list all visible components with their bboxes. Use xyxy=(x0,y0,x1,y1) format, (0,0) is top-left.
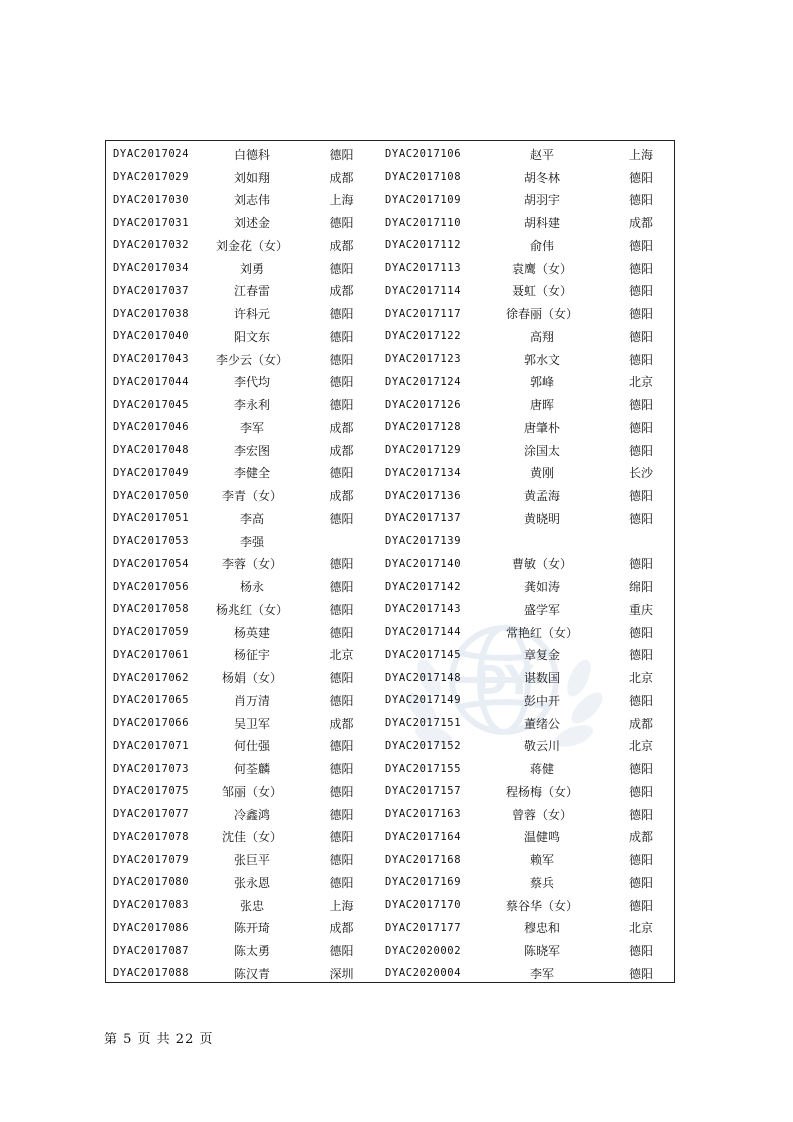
member-code: DYAC2017051 xyxy=(113,512,190,525)
member-city: 北京 xyxy=(628,739,653,754)
member-name: 刘金花（女） xyxy=(215,238,288,253)
table-row xyxy=(106,143,674,166)
member-name: 曾蓉（女） xyxy=(511,807,572,822)
member-city: 上海 xyxy=(329,898,354,913)
table-row xyxy=(106,257,674,280)
table-row xyxy=(106,507,674,530)
member-code: DYAC2017124 xyxy=(385,375,462,388)
member-code: DYAC2017113 xyxy=(385,262,462,275)
member-city: 上海 xyxy=(628,147,653,162)
member-city: 成都 xyxy=(628,716,653,731)
member-code: DYAC2017114 xyxy=(385,284,462,297)
member-city: 德阳 xyxy=(329,693,354,708)
member-city: 德阳 xyxy=(628,307,653,322)
member-name: 李代均 xyxy=(233,375,270,390)
member-code: DYAC2020002 xyxy=(385,944,462,957)
member-name: 江春雷 xyxy=(233,284,270,299)
member-city: 长沙 xyxy=(628,466,653,481)
member-city: 德阳 xyxy=(329,875,354,890)
table-row xyxy=(106,689,674,712)
member-name: 唐肇朴 xyxy=(523,420,560,435)
member-code: DYAC2017152 xyxy=(385,739,462,752)
table-row xyxy=(106,234,674,257)
member-city: 德阳 xyxy=(628,511,653,526)
page-number-footer: 第 5 页 共 22 页 xyxy=(104,1032,214,1047)
member-city: 德阳 xyxy=(628,261,653,276)
table-row xyxy=(106,757,674,780)
member-city: 德阳 xyxy=(628,966,653,981)
member-name: 俞伟 xyxy=(529,238,554,253)
member-city: 德阳 xyxy=(628,875,653,890)
table-row xyxy=(106,621,674,644)
member-code: DYAC2017126 xyxy=(385,398,462,411)
member-code: DYAC2017177 xyxy=(385,921,462,934)
member-name: 杨永 xyxy=(239,580,264,595)
member-code: DYAC2017144 xyxy=(385,626,462,639)
member-code: DYAC2017049 xyxy=(113,466,190,479)
member-code: DYAC2017031 xyxy=(113,216,190,229)
member-city: 德阳 xyxy=(329,375,354,390)
member-name: 温健鸣 xyxy=(523,830,560,845)
member-name: 蔡谷华（女） xyxy=(505,898,578,913)
member-city: 德阳 xyxy=(628,898,653,913)
member-city: 德阳 xyxy=(329,853,354,868)
member-city: 德阳 xyxy=(329,602,354,617)
member-code: DYAC2017149 xyxy=(385,694,462,707)
member-code: DYAC2017079 xyxy=(113,853,190,866)
table-row xyxy=(106,598,674,621)
member-city: 德阳 xyxy=(329,944,354,959)
member-city: 上海 xyxy=(329,193,354,208)
member-city: 成都 xyxy=(329,420,354,435)
member-city: 德阳 xyxy=(329,511,354,526)
watermark-text: DY xyxy=(474,658,534,704)
table-row xyxy=(106,371,674,394)
member-city: 德阳 xyxy=(628,352,653,367)
member-code: DYAC2017112 xyxy=(385,239,462,252)
member-code: DYAC2017169 xyxy=(385,876,462,889)
table-row xyxy=(106,462,674,485)
member-name: 彭中开 xyxy=(523,693,560,708)
member-city: 北京 xyxy=(329,648,354,663)
member-city: 成都 xyxy=(329,238,354,253)
member-code: DYAC2017134 xyxy=(385,466,462,479)
member-city: 绵阳 xyxy=(628,580,653,595)
table-row xyxy=(106,917,674,940)
member-city: 德阳 xyxy=(628,329,653,344)
member-city: 德阳 xyxy=(628,853,653,868)
member-code: DYAC2017050 xyxy=(113,489,190,502)
member-name: 张巨平 xyxy=(233,853,270,868)
member-code: DYAC2017059 xyxy=(113,626,190,639)
member-city: 德阳 xyxy=(628,489,653,504)
member-name: 杨娟（女） xyxy=(221,671,282,686)
table-row xyxy=(106,735,674,758)
member-name: 郭水文 xyxy=(523,352,560,367)
table-row xyxy=(106,348,674,371)
member-name: 穆忠和 xyxy=(523,921,560,936)
member-code: DYAC2017080 xyxy=(113,876,190,889)
member-city: 德阳 xyxy=(628,557,653,572)
member-name: 章复金 xyxy=(523,648,560,663)
table-row xyxy=(106,325,674,348)
member-code: DYAC2017139 xyxy=(385,535,462,548)
member-code: DYAC2017087 xyxy=(113,944,190,957)
member-city: 北京 xyxy=(628,375,653,390)
table-row xyxy=(106,211,674,234)
member-name: 吴卫军 xyxy=(233,716,270,731)
member-name: 盛学军 xyxy=(523,602,560,617)
member-city: 德阳 xyxy=(329,830,354,845)
table-row xyxy=(106,302,674,325)
member-city: 北京 xyxy=(628,671,653,686)
member-name: 李永利 xyxy=(233,398,270,413)
member-code: DYAC2017048 xyxy=(113,444,190,457)
member-code: DYAC2017037 xyxy=(113,284,190,297)
member-name: 蔡兵 xyxy=(529,875,554,890)
member-code: DYAC2017143 xyxy=(385,603,462,616)
member-name: 何荃麟 xyxy=(233,762,270,777)
member-name: 李军 xyxy=(239,420,264,435)
member-name: 陈开琦 xyxy=(233,921,270,936)
member-code: DYAC2017024 xyxy=(113,148,190,161)
member-name: 张忠 xyxy=(239,898,264,913)
table-row xyxy=(106,939,674,962)
member-city: 德阳 xyxy=(329,147,354,162)
member-name: 黄晓明 xyxy=(523,511,560,526)
member-name: 谌数国 xyxy=(523,671,560,686)
member-name: 沈佳（女） xyxy=(221,830,282,845)
member-city: 德阳 xyxy=(329,352,354,367)
member-name: 胡科建 xyxy=(523,216,560,231)
member-code: DYAC2017142 xyxy=(385,580,462,593)
member-name: 常艳红（女） xyxy=(505,625,578,640)
member-city: 北京 xyxy=(628,921,653,936)
member-city: 德阳 xyxy=(628,944,653,959)
member-name xyxy=(476,530,608,553)
member-name: 李宏图 xyxy=(233,443,270,458)
member-code: DYAC2017073 xyxy=(113,762,190,775)
member-name: 胡羽宇 xyxy=(523,193,560,208)
member-name: 李少云（女） xyxy=(215,352,288,367)
table-row xyxy=(106,189,674,212)
member-code: DYAC2017106 xyxy=(385,148,462,161)
member-city: 成都 xyxy=(329,489,354,504)
member-name: 杨兆红（女） xyxy=(215,602,288,617)
member-code: DYAC2017040 xyxy=(113,330,190,343)
member-name: 陈晓军 xyxy=(523,944,560,959)
member-code: DYAC2017046 xyxy=(113,421,190,434)
member-code: DYAC2017062 xyxy=(113,671,190,684)
member-city: 成都 xyxy=(329,170,354,185)
member-name: 涂国太 xyxy=(523,443,560,458)
table-row xyxy=(106,962,674,985)
member-code: DYAC2017151 xyxy=(385,717,462,730)
member-name: 李健全 xyxy=(233,466,270,481)
table-row xyxy=(106,780,674,803)
member-code: DYAC2017157 xyxy=(385,785,462,798)
member-city: 成都 xyxy=(329,443,354,458)
member-city xyxy=(306,530,377,553)
member-city: 德阳 xyxy=(329,807,354,822)
member-city: 德阳 xyxy=(628,284,653,299)
member-city: 德阳 xyxy=(628,443,653,458)
member-name: 李强 xyxy=(239,534,264,549)
member-table xyxy=(106,143,674,985)
member-code: DYAC2017122 xyxy=(385,330,462,343)
member-city: 德阳 xyxy=(329,329,354,344)
table-row xyxy=(106,553,674,576)
member-code: DYAC2017128 xyxy=(385,421,462,434)
member-code: DYAC2017170 xyxy=(385,899,462,912)
member-city: 德阳 xyxy=(628,398,653,413)
member-city: 德阳 xyxy=(628,784,653,799)
member-code: DYAC2017163 xyxy=(385,808,462,821)
member-city: 德阳 xyxy=(329,261,354,276)
member-name: 聂虹（女） xyxy=(511,284,572,299)
member-name: 郭峰 xyxy=(529,375,554,390)
member-name: 曹敏（女） xyxy=(511,557,572,572)
member-city: 深圳 xyxy=(329,966,354,981)
member-name: 赖军 xyxy=(529,853,554,868)
table-row xyxy=(106,530,674,553)
member-city: 成都 xyxy=(628,216,653,231)
member-name: 袁鹰（女） xyxy=(511,261,572,276)
member-code: DYAC2017066 xyxy=(113,717,190,730)
member-name: 刘勇 xyxy=(239,261,264,276)
member-name: 敬云川 xyxy=(523,739,560,754)
table-row xyxy=(106,575,674,598)
member-name: 唐晖 xyxy=(529,398,554,413)
member-name: 许科元 xyxy=(233,307,270,322)
member-city: 德阳 xyxy=(329,784,354,799)
member-name: 蒋健 xyxy=(529,762,554,777)
member-name: 董绪公 xyxy=(523,716,560,731)
member-code: DYAC2017129 xyxy=(385,444,462,457)
member-code: DYAC2017137 xyxy=(385,512,462,525)
member-code: DYAC2017117 xyxy=(385,307,462,320)
table-row xyxy=(106,803,674,826)
member-name: 李蓉（女） xyxy=(221,557,282,572)
member-code: DYAC2020004 xyxy=(385,967,462,980)
member-city: 德阳 xyxy=(329,580,354,595)
member-code: DYAC2017034 xyxy=(113,262,190,275)
member-code: DYAC2017058 xyxy=(113,603,190,616)
member-city: 成都 xyxy=(329,716,354,731)
table-row xyxy=(106,484,674,507)
member-city: 德阳 xyxy=(628,693,653,708)
member-name: 龚如涛 xyxy=(523,580,560,595)
table-row xyxy=(106,280,674,303)
table-row xyxy=(106,439,674,462)
member-city: 德阳 xyxy=(628,238,653,253)
member-code: DYAC2017083 xyxy=(113,899,190,912)
member-city: 德阳 xyxy=(329,671,354,686)
member-code: DYAC2017164 xyxy=(385,830,462,843)
member-name: 张永恩 xyxy=(233,875,270,890)
member-code: DYAC2017071 xyxy=(113,739,190,752)
member-city: 成都 xyxy=(628,830,653,845)
member-code: DYAC2017038 xyxy=(113,307,190,320)
table-row xyxy=(106,416,674,439)
member-code: DYAC2017045 xyxy=(113,398,190,411)
member-city: 德阳 xyxy=(628,170,653,185)
member-code: DYAC2017110 xyxy=(385,216,462,229)
member-city: 成都 xyxy=(329,284,354,299)
member-name: 黄刚 xyxy=(529,466,554,481)
member-name: 阳文东 xyxy=(233,329,270,344)
member-city: 德阳 xyxy=(329,762,354,777)
member-name: 杨英建 xyxy=(233,625,270,640)
member-code: DYAC2017109 xyxy=(385,193,462,206)
member-name: 白德科 xyxy=(233,147,270,162)
member-code: DYAC2017145 xyxy=(385,648,462,661)
member-name: 刘如翔 xyxy=(233,170,270,185)
member-code: DYAC2017053 xyxy=(113,535,190,548)
table-row xyxy=(106,712,674,735)
member-code: DYAC2017168 xyxy=(385,853,462,866)
member-code: DYAC2017061 xyxy=(113,648,190,661)
member-city: 德阳 xyxy=(329,398,354,413)
member-name: 李青（女） xyxy=(221,489,282,504)
table-row xyxy=(106,666,674,689)
member-name: 徐春丽（女） xyxy=(505,307,578,322)
member-city: 德阳 xyxy=(628,420,653,435)
member-city xyxy=(608,530,674,553)
member-name: 陈汉青 xyxy=(233,966,270,981)
member-code: DYAC2017056 xyxy=(113,580,190,593)
member-code: DYAC2017148 xyxy=(385,671,462,684)
member-name: 赵平 xyxy=(529,147,554,162)
member-city: 重庆 xyxy=(628,602,653,617)
member-name: 胡冬林 xyxy=(523,170,560,185)
member-name: 李高 xyxy=(239,511,264,526)
member-name: 高翔 xyxy=(529,329,554,344)
member-code: DYAC2017029 xyxy=(113,171,190,184)
table-row xyxy=(106,848,674,871)
member-code: DYAC2017136 xyxy=(385,489,462,502)
member-city: 德阳 xyxy=(329,625,354,640)
table-row xyxy=(106,826,674,849)
member-city: 德阳 xyxy=(329,466,354,481)
member-code: DYAC2017155 xyxy=(385,762,462,775)
member-code: DYAC2017077 xyxy=(113,808,190,821)
member-code: DYAC2017043 xyxy=(113,353,190,366)
member-code: DYAC2017086 xyxy=(113,921,190,934)
member-city: 德阳 xyxy=(329,216,354,231)
member-name: 刘志伟 xyxy=(233,193,270,208)
member-code: DYAC2017030 xyxy=(113,193,190,206)
member-name: 何仕强 xyxy=(233,739,270,754)
member-city: 德阳 xyxy=(628,625,653,640)
member-name: 黄孟海 xyxy=(523,489,560,504)
member-code: DYAC2017032 xyxy=(113,239,190,252)
member-name: 李军 xyxy=(529,966,554,981)
member-city: 德阳 xyxy=(329,739,354,754)
table-row xyxy=(106,894,674,917)
member-name: 陈太勇 xyxy=(233,944,270,959)
member-code: DYAC2017054 xyxy=(113,557,190,570)
member-code: DYAC2017044 xyxy=(113,375,190,388)
member-code: DYAC2017140 xyxy=(385,557,462,570)
member-code: DYAC2017078 xyxy=(113,830,190,843)
member-code: DYAC2017088 xyxy=(113,967,190,980)
member-city: 德阳 xyxy=(628,193,653,208)
table-row xyxy=(106,871,674,894)
member-name: 杨征宇 xyxy=(233,648,270,663)
member-city: 德阳 xyxy=(329,307,354,322)
table-row xyxy=(106,166,674,189)
member-code: DYAC2017108 xyxy=(385,171,462,184)
member-city: 德阳 xyxy=(329,557,354,572)
member-name: 肖万清 xyxy=(233,693,270,708)
member-table-frame xyxy=(105,140,675,983)
member-name: 刘述金 xyxy=(233,216,270,231)
member-city: 成都 xyxy=(329,921,354,936)
member-city: 德阳 xyxy=(628,762,653,777)
member-name: 程杨梅（女） xyxy=(505,784,578,799)
member-code: DYAC2017075 xyxy=(113,785,190,798)
table-row xyxy=(106,393,674,416)
member-code: DYAC2017065 xyxy=(113,694,190,707)
member-code: DYAC2017123 xyxy=(385,353,462,366)
member-name: 邹丽（女） xyxy=(221,784,282,799)
member-name: 冷鑫鸿 xyxy=(233,807,270,822)
member-city: 德阳 xyxy=(628,807,653,822)
member-city: 德阳 xyxy=(628,648,653,663)
table-row xyxy=(106,644,674,667)
